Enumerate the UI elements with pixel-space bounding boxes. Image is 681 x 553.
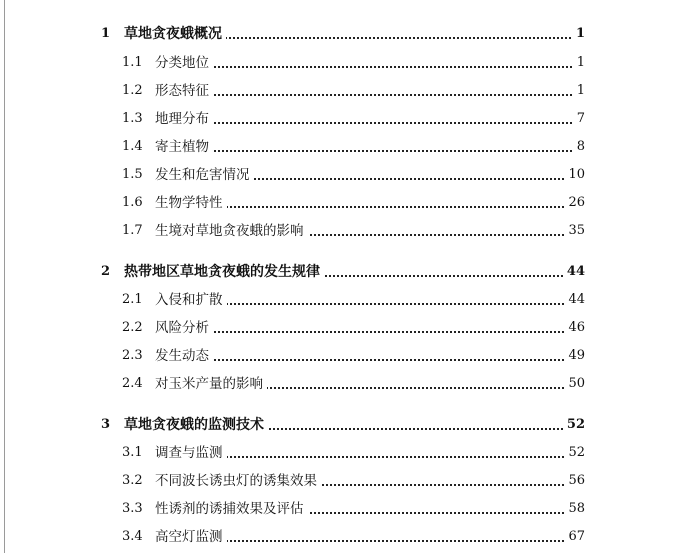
toc-entry-number: 1.4 xyxy=(122,139,143,154)
toc-entry-title: 高空灯监测 xyxy=(155,525,227,549)
toc-section-1-6[interactable] xyxy=(0,191,681,215)
toc-entry-title: 地理分布 xyxy=(155,107,213,131)
dot-leader xyxy=(155,66,583,68)
toc-entry-title: 调查与监测 xyxy=(155,441,227,465)
dot-leader xyxy=(155,94,583,96)
toc-entry-number: 2.4 xyxy=(122,376,143,391)
dot-leader xyxy=(155,331,583,333)
toc-entry-title: 发生和危害情况 xyxy=(155,163,254,187)
toc-entry-number: 1.2 xyxy=(122,83,143,98)
toc-section-2-3[interactable] xyxy=(0,344,681,368)
toc-chapter-1[interactable] xyxy=(0,22,681,46)
toc-entry-number: 1.6 xyxy=(122,195,143,210)
toc-entry-number: 1.1 xyxy=(122,55,143,70)
toc-entry-title: 风险分析 xyxy=(155,316,213,340)
toc-entry-page: 10 xyxy=(564,163,585,187)
toc-chapter-3[interactable] xyxy=(0,413,681,437)
toc-entry-page: 35 xyxy=(564,219,585,243)
toc-entry-number: 3.2 xyxy=(122,473,143,488)
toc-section-2-4[interactable] xyxy=(0,372,681,396)
toc-entry-title: 生物学特性 xyxy=(155,191,227,215)
toc-section-3-3[interactable] xyxy=(0,497,681,521)
toc-entry-number: 2.2 xyxy=(122,320,143,335)
toc-section-1-5[interactable] xyxy=(0,163,681,187)
toc-entry-title: 形态特征 xyxy=(155,79,213,103)
toc-section-3-1[interactable] xyxy=(0,441,681,465)
toc-entry-number: 1.5 xyxy=(122,167,143,182)
toc-entry-title: 入侵和扩散 xyxy=(155,288,227,312)
toc-entry-page: 1 xyxy=(573,79,585,103)
toc-entry-title: 分类地位 xyxy=(155,51,213,75)
toc-entry-number: 3.3 xyxy=(122,501,143,516)
toc-section-1-4[interactable] xyxy=(0,135,681,159)
toc-section-3-4[interactable] xyxy=(0,525,681,549)
dot-leader xyxy=(155,122,583,124)
toc-section-1-1[interactable] xyxy=(0,51,681,75)
toc-entry-number: 3.4 xyxy=(122,529,143,544)
toc-entry-number: 1.3 xyxy=(122,111,143,126)
toc-entry-page: 26 xyxy=(564,191,585,215)
toc-entry-page: 67 xyxy=(564,525,585,549)
toc-entry-title: 对玉米产量的影响 xyxy=(155,372,267,396)
toc-entry-page: 44 xyxy=(564,288,585,312)
toc-entry-number: 2.3 xyxy=(122,348,143,363)
toc-entry-title: 生境对草地贪夜蛾的影响 xyxy=(155,219,308,243)
toc-section-1-2[interactable] xyxy=(0,79,681,103)
toc-entry-number: 3.1 xyxy=(122,445,143,460)
toc-section-2-1[interactable] xyxy=(0,288,681,312)
toc-entry-number: 3 xyxy=(101,417,111,432)
toc-entry-page: 44 xyxy=(563,260,585,284)
toc-entry-page: 56 xyxy=(564,469,585,493)
toc-entry-title: 草地贪夜蛾的监测技术 xyxy=(124,413,268,437)
toc-entry-page: 8 xyxy=(573,135,585,159)
toc-entry-number: 1.7 xyxy=(122,223,143,238)
dot-leader xyxy=(155,359,583,361)
toc-entry-page: 52 xyxy=(563,413,585,437)
toc-entry-page: 46 xyxy=(564,316,585,340)
toc-section-3-2[interactable] xyxy=(0,469,681,493)
toc-entry-number: 1 xyxy=(101,26,111,41)
toc-entry-page: 49 xyxy=(564,344,585,368)
toc-entry-title: 寄主植物 xyxy=(155,135,213,159)
toc-entry-title: 发生动态 xyxy=(155,344,213,368)
toc-entry-title: 性诱剂的诱捕效果及评估 xyxy=(155,497,308,521)
toc-chapter-2[interactable] xyxy=(0,260,681,284)
toc-entry-number: 2 xyxy=(101,264,111,279)
toc-section-1-3[interactable] xyxy=(0,107,681,131)
toc-entry-title: 热带地区草地贪夜蛾的发生规律 xyxy=(124,260,324,284)
toc-entry-page: 1 xyxy=(573,51,585,75)
toc-entry-page: 50 xyxy=(564,372,585,396)
toc-entry-page: 58 xyxy=(564,497,585,521)
toc-entry-page: 52 xyxy=(564,441,585,465)
toc-entry-page: 7 xyxy=(573,107,585,131)
toc-section-1-7[interactable] xyxy=(0,219,681,243)
toc-entry-number: 2.1 xyxy=(122,292,143,307)
toc-section-2-2[interactable] xyxy=(0,316,681,340)
toc-entry-title: 不同波长诱虫灯的诱集效果 xyxy=(155,469,321,493)
dot-leader xyxy=(155,150,583,152)
toc-entry-page: 1 xyxy=(572,22,585,46)
toc-entry-title: 草地贪夜蛾概况 xyxy=(124,22,226,46)
